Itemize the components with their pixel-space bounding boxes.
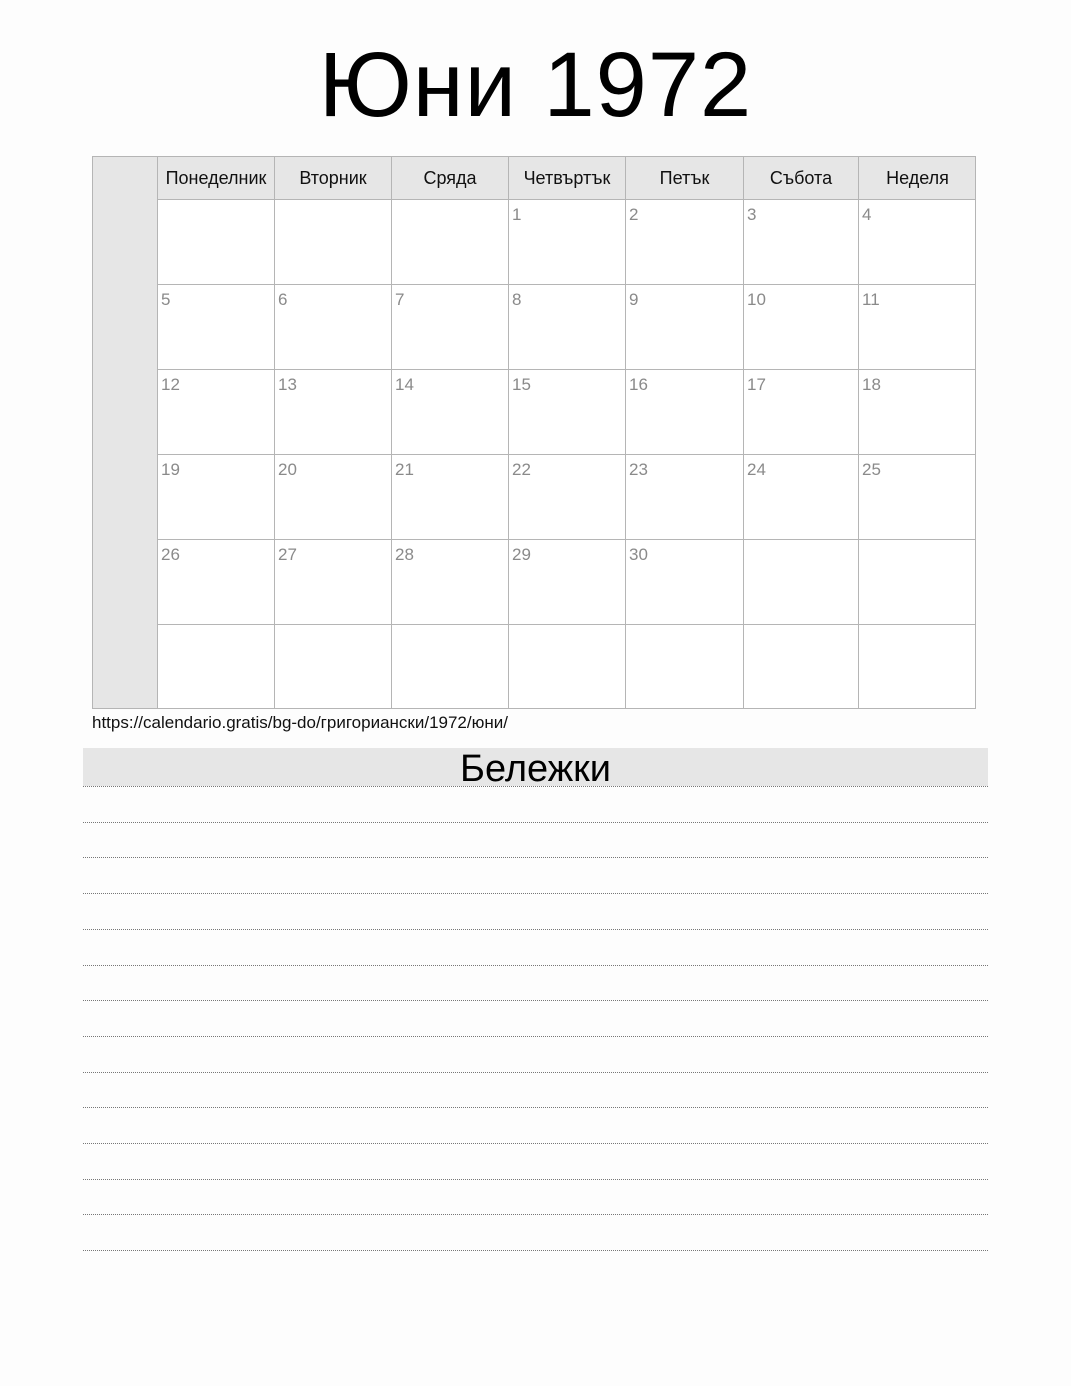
day-cell[interactable] bbox=[392, 625, 509, 708]
day-number: 14 bbox=[395, 375, 414, 394]
day-cell[interactable] bbox=[392, 370, 509, 454]
day-cell[interactable] bbox=[275, 370, 392, 454]
note-line[interactable] bbox=[83, 893, 988, 894]
day-cell[interactable] bbox=[275, 540, 392, 624]
day-number: 10 bbox=[747, 290, 766, 309]
day-cell[interactable] bbox=[744, 540, 859, 624]
day-number: 1 bbox=[512, 205, 522, 224]
week-row bbox=[158, 455, 975, 540]
day-cell[interactable] bbox=[158, 455, 275, 539]
day-cell[interactable] bbox=[744, 370, 859, 454]
note-line[interactable] bbox=[83, 1250, 988, 1251]
week-row bbox=[158, 200, 975, 285]
day-number: 4 bbox=[862, 205, 872, 224]
day-number: 7 bbox=[395, 290, 405, 309]
day-cell[interactable] bbox=[626, 200, 744, 284]
day-cell[interactable] bbox=[859, 200, 976, 284]
day-number: 26 bbox=[161, 545, 180, 564]
note-line[interactable] bbox=[83, 1036, 988, 1037]
day-cell[interactable] bbox=[392, 455, 509, 539]
week-number-column bbox=[93, 157, 158, 708]
week-row bbox=[158, 540, 975, 625]
day-number: 20 bbox=[278, 460, 297, 479]
day-cell[interactable] bbox=[158, 200, 275, 284]
day-cell[interactable] bbox=[275, 625, 392, 708]
day-cell[interactable] bbox=[275, 455, 392, 539]
day-number: 18 bbox=[862, 375, 881, 394]
day-number: 5 bbox=[161, 290, 171, 309]
day-cell[interactable] bbox=[158, 285, 275, 369]
day-number: 27 bbox=[278, 545, 297, 564]
day-number: 29 bbox=[512, 545, 531, 564]
day-number: 3 bbox=[747, 205, 757, 224]
day-number: 21 bbox=[395, 460, 414, 479]
day-number: 22 bbox=[512, 460, 531, 479]
page-title: Юни 1972 bbox=[318, 34, 753, 136]
day-cell[interactable] bbox=[859, 540, 976, 624]
day-cell[interactable] bbox=[509, 540, 626, 624]
day-cell[interactable] bbox=[744, 455, 859, 539]
day-cell[interactable] bbox=[158, 370, 275, 454]
week-row bbox=[158, 285, 975, 370]
day-cell[interactable] bbox=[509, 455, 626, 539]
note-line[interactable] bbox=[83, 786, 988, 787]
day-cell[interactable] bbox=[626, 455, 744, 539]
day-cell[interactable] bbox=[509, 370, 626, 454]
weekday-header-row bbox=[158, 157, 975, 200]
day-cell[interactable] bbox=[158, 540, 275, 624]
day-number: 15 bbox=[512, 375, 531, 394]
day-number: 13 bbox=[278, 375, 297, 394]
note-line[interactable] bbox=[83, 1179, 988, 1180]
weekday-header: Сряда bbox=[392, 157, 509, 199]
note-line[interactable] bbox=[83, 965, 988, 966]
note-line[interactable] bbox=[83, 1143, 988, 1144]
week-row bbox=[158, 370, 975, 455]
note-line[interactable] bbox=[83, 1072, 988, 1073]
notes-title: Бележки bbox=[83, 748, 988, 786]
day-number: 9 bbox=[629, 290, 639, 309]
day-number: 30 bbox=[629, 545, 648, 564]
day-number: 6 bbox=[278, 290, 288, 309]
day-number: 28 bbox=[395, 545, 414, 564]
note-line[interactable] bbox=[83, 1000, 988, 1001]
day-cell[interactable] bbox=[509, 625, 626, 708]
weekday-header: Четвъртък bbox=[509, 157, 626, 199]
note-line[interactable] bbox=[83, 1214, 988, 1215]
weekday-header: Събота bbox=[744, 157, 859, 199]
day-cell[interactable] bbox=[275, 200, 392, 284]
day-cell[interactable] bbox=[744, 285, 859, 369]
day-number: 16 bbox=[629, 375, 648, 394]
note-line[interactable] bbox=[83, 822, 988, 823]
day-cell[interactable] bbox=[626, 370, 744, 454]
weekday-header: Петък bbox=[626, 157, 744, 199]
day-cell[interactable] bbox=[626, 540, 744, 624]
note-line[interactable] bbox=[83, 929, 988, 930]
weekday-header: Понеделник bbox=[158, 157, 275, 199]
calendar-grid bbox=[92, 156, 976, 709]
day-cell[interactable] bbox=[392, 285, 509, 369]
note-line[interactable] bbox=[83, 857, 988, 858]
day-cell[interactable] bbox=[392, 200, 509, 284]
day-number: 19 bbox=[161, 460, 180, 479]
day-cell[interactable] bbox=[859, 285, 976, 369]
note-line[interactable] bbox=[83, 1107, 988, 1108]
day-number: 23 bbox=[629, 460, 648, 479]
day-cell[interactable] bbox=[275, 285, 392, 369]
day-cell[interactable] bbox=[509, 200, 626, 284]
day-cell[interactable] bbox=[626, 285, 744, 369]
day-cell[interactable] bbox=[859, 455, 976, 539]
day-number: 8 bbox=[512, 290, 522, 309]
day-number: 17 bbox=[747, 375, 766, 394]
day-cell[interactable] bbox=[859, 370, 976, 454]
day-cell[interactable] bbox=[626, 625, 744, 708]
day-cell[interactable] bbox=[509, 285, 626, 369]
week-row bbox=[158, 625, 975, 708]
day-number: 24 bbox=[747, 460, 766, 479]
day-grid bbox=[158, 200, 975, 708]
day-cell[interactable] bbox=[158, 625, 275, 708]
weekday-header: Неделя bbox=[886, 167, 949, 188]
day-cell[interactable] bbox=[859, 625, 976, 708]
day-number: 2 bbox=[629, 205, 639, 224]
day-cell[interactable] bbox=[744, 625, 859, 708]
day-number: 25 bbox=[862, 460, 881, 479]
day-number: 12 bbox=[161, 375, 180, 394]
day-number: 11 bbox=[862, 290, 880, 309]
day-cell[interactable] bbox=[744, 200, 859, 284]
day-cell[interactable] bbox=[392, 540, 509, 624]
weekday-header: Вторник bbox=[275, 157, 392, 199]
source-url[interactable]: https://calendario.gratis/bg-do/григориански/1972/юни/ bbox=[92, 713, 508, 732]
